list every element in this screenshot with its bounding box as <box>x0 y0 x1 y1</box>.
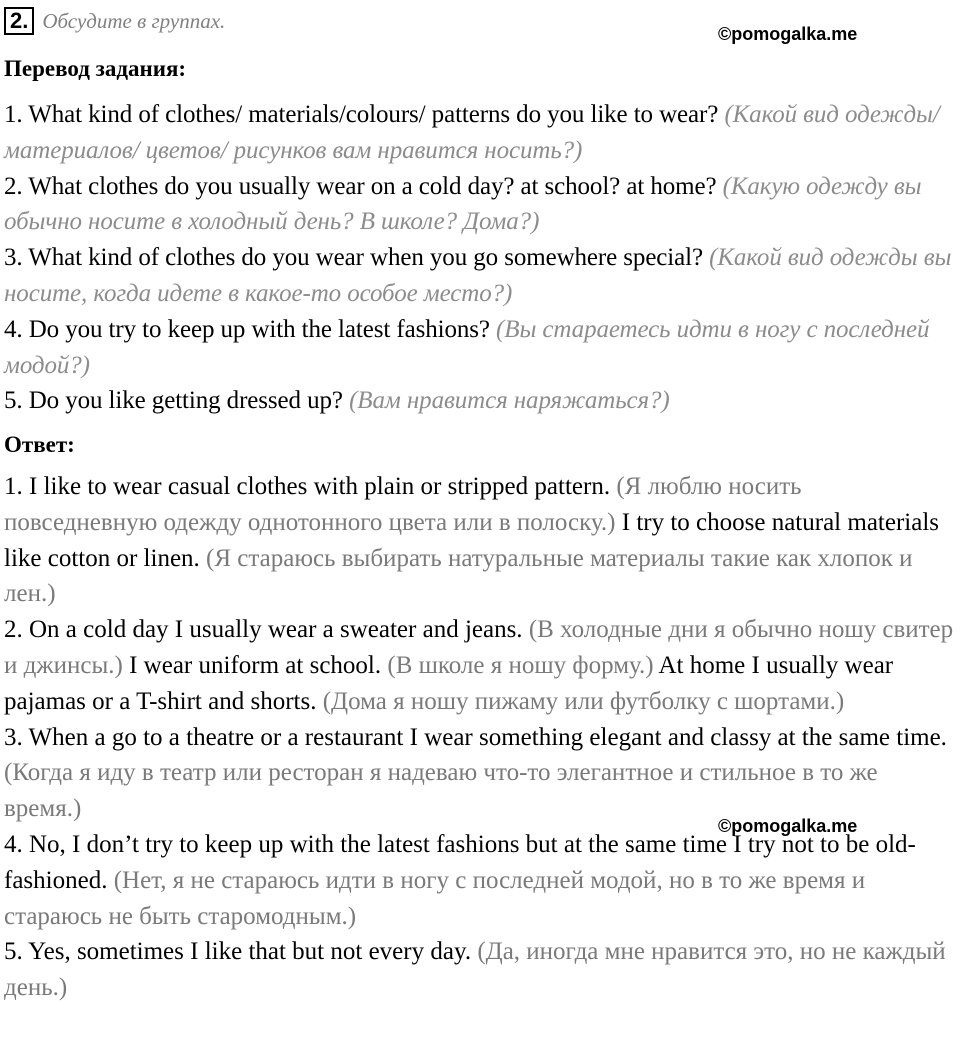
question-item <box>4 383 960 419</box>
answer-en: 1. I like to wear casual clothes with plain or stripped pattern. <box>4 473 611 500</box>
question-ru: (Вам нравится наряжаться?) <box>349 387 670 415</box>
answer-item <box>4 469 960 612</box>
answer-item <box>4 720 960 827</box>
answer-en: 2. On a cold day I usually wear a sweater and jeans. <box>4 616 523 644</box>
translation-heading: Перевод задания: <box>4 56 187 81</box>
question-item <box>4 97 960 169</box>
answer-ru: (В школе я ношу форму.) <box>387 651 654 679</box>
answer-item <box>4 827 960 934</box>
answer-ru: (Я стараюсь выбирать натуральные материалы такие как хлопок и лен.) <box>4 544 913 608</box>
answer-ru: (Нет, я не стараюсь идти в ногу с последней модой, но в то же время и стараюсь не быть старомодным.) <box>4 866 866 930</box>
task-instruction: Обсудите в группах. <box>42 8 226 33</box>
answer-ru: (Когда я иду в театр или ресторан я надеваю что-то элегантное и стильное в то же время.) <box>4 759 878 823</box>
answer-en: At home I usually wear pajamas or a T-shirt and shorts. <box>4 651 894 715</box>
question-ru: (Какой вид одежды/ материалов/ цветов/ рисунков вам нравится носить?) <box>4 101 940 164</box>
question-en: 1. What kind of clothes/ materials/colours/ patterns do you like to wear? <box>4 101 719 128</box>
task-header <box>4 6 225 36</box>
question-en: 3. What kind of clothes do you wear when you go somewhere special? <box>4 244 703 272</box>
question-en: 2. What clothes do you usually wear on a cold day? at school? at home? <box>4 172 717 200</box>
question-en: 4. Do you try to keep up with the latest fashions? <box>4 315 490 343</box>
question-ru: (Какой вид одежды вы носите, когда идете в какое-то особое место?) <box>4 244 952 307</box>
question-ru: (Какую одежду вы обычно носите в холодный день? В школе? Дома?) <box>4 172 922 236</box>
answer-en: I try to choose natural materials like cotton or linen. <box>4 508 939 572</box>
answers-list <box>4 469 960 1006</box>
question-ru: (Вы стараетесь идти в ногу с последней модой?) <box>4 315 930 379</box>
answer-en: 3. When a go to a theatre or a restaurant I wear something elegant and classy at the same time. <box>4 723 947 751</box>
answer-heading: Ответ: <box>4 432 75 457</box>
answer-item <box>4 934 960 1006</box>
answer-en: 5. Yes, sometimes I like that but not every day. <box>4 938 472 966</box>
question-item <box>4 312 960 384</box>
watermark: ©pomogalka.me <box>718 816 858 836</box>
answer-item <box>4 612 960 719</box>
answer-ru: (В холодные дни я обычно ношу свитер и джинсы.) <box>4 616 954 679</box>
question-item <box>4 240 960 312</box>
answer-ru: (Да, иногда мне нравится это, но не каждый день.) <box>4 938 946 1002</box>
question-item <box>4 169 960 241</box>
answer-en: 4. No, I don’t try to keep up with the latest fashions but at the same time I try not to be old-fashioned. <box>4 830 916 894</box>
answer-ru: (Дома я ношу пижаму или футболку с шортами.) <box>322 687 845 715</box>
answer-en: I wear uniform at school. <box>129 651 382 679</box>
questions-list <box>4 97 960 419</box>
watermark: ©pomogalka.me <box>718 24 858 44</box>
question-en: 5. Do you like getting dressed up? <box>4 387 343 415</box>
task-number: 2. <box>4 7 34 35</box>
answer-ru: (Я люблю носить повседневную одежду однотонного цвета или в полоску.) <box>4 473 802 536</box>
